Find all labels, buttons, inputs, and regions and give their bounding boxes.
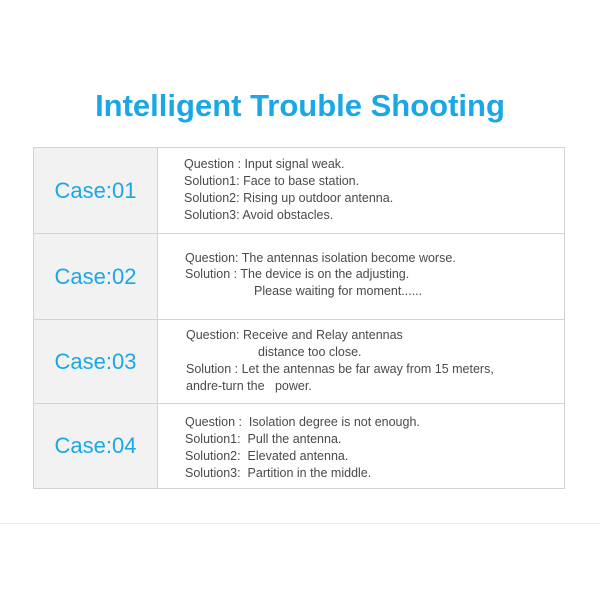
- solution3-line: Solution3: Partition in the middle.: [185, 466, 372, 480]
- question-continuation-line: distance too close.: [258, 345, 362, 359]
- case-description: [158, 234, 564, 319]
- table-row-case-01: [34, 148, 564, 234]
- case-label: Case:04: [34, 404, 158, 488]
- question-line: Question: Receive and Relay antennas: [186, 328, 403, 342]
- case-label: Case:01: [34, 148, 158, 233]
- table-row-case-03: [34, 320, 564, 404]
- solution-continuation-line: andre-turn the power.: [186, 379, 312, 393]
- question-line: Question : Isolation degree is not enough.: [185, 415, 420, 429]
- question-line: Question : Input signal weak.: [184, 157, 345, 171]
- solution-continuation-line: Please waiting for moment......: [254, 284, 423, 298]
- solution2-line: Solution2: Rising up outdoor antenna.: [184, 191, 394, 205]
- solution3-line: Solution3: Avoid obstacles.: [184, 208, 334, 222]
- solution1-line: Solution1: Face to base station.: [184, 174, 360, 188]
- case-description: [158, 148, 564, 233]
- solution2-line: Solution2: Elevated antenna.: [185, 449, 349, 463]
- case-description: [158, 404, 564, 488]
- troubleshooting-table: [33, 147, 565, 489]
- solution1-line: Solution1: Pull the antenna.: [185, 432, 342, 446]
- table-row-case-04: [34, 404, 564, 488]
- solution-line: Solution : Let the antennas be far away from 15 meters,: [186, 362, 494, 376]
- question-line: Question: The antennas isolation become worse.: [185, 251, 456, 265]
- divider: [0, 523, 600, 524]
- solution-line: Solution : The device is on the adjusting.: [185, 267, 410, 281]
- case-label: Case:03: [34, 320, 158, 403]
- case-label: Case:02: [34, 234, 158, 319]
- page-title: Intelligent Trouble Shooting: [95, 88, 505, 123]
- table-row-case-02: [34, 234, 564, 320]
- case-description: [158, 320, 564, 403]
